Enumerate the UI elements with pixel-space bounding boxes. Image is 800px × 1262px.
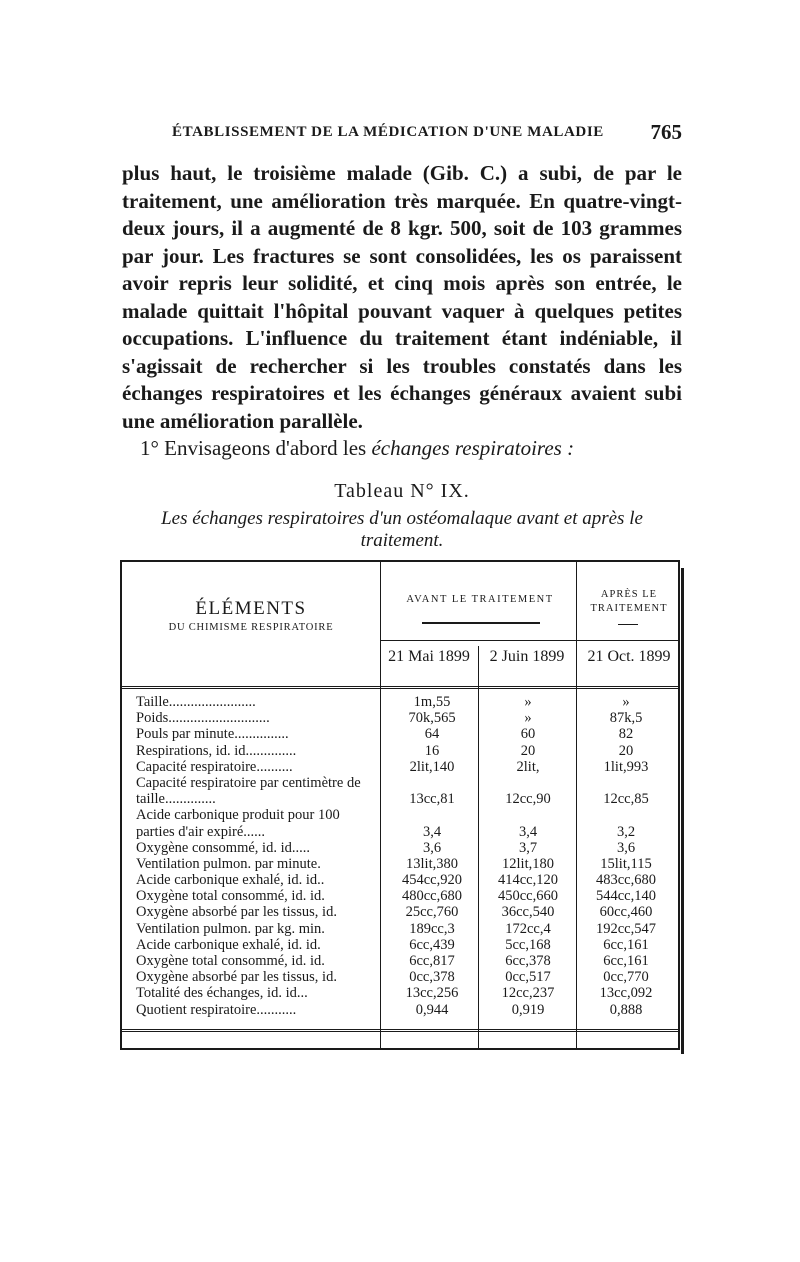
row-label: Capacité respiratoire par centimètre de taille..............: [136, 774, 361, 808]
value-21-mai: 0cc,378: [409, 969, 455, 986]
value-21-mai: 13cc,256: [405, 985, 459, 1002]
value-21-oct: 82: [618, 726, 634, 743]
row-label: Poids............................: [136, 710, 270, 727]
data-table: [120, 560, 680, 1050]
table-row: [122, 743, 678, 759]
value-21-oct: 60cc,460: [599, 904, 653, 921]
header-date-3: 21 Oct. 1899: [587, 648, 671, 665]
value-21-oct: 20: [618, 742, 634, 759]
value-21-mai: 70k,565: [408, 710, 456, 727]
value-21-mai: 6cc,439: [409, 936, 455, 953]
row-label: Ventilation pulmon. par kg. min.: [136, 920, 325, 937]
table-row: [122, 953, 678, 969]
table-row: [122, 1002, 678, 1018]
row-label: Oxygène absorbé par les tissus, id.: [136, 904, 337, 921]
value-2-juin: 0cc,517: [505, 969, 551, 986]
row-label: Taille........................: [136, 694, 256, 710]
value-2-juin: 3,4: [518, 823, 538, 840]
value-21-mai: 454cc,920: [402, 872, 462, 889]
value-21-mai: 6cc,817: [409, 953, 455, 970]
table-row: [122, 921, 678, 937]
table-heading: Tableau N° IX.: [334, 480, 470, 502]
page-number: 765: [650, 120, 682, 144]
value-21-oct: 3,2: [616, 823, 636, 840]
row-label: Oxygène consommé, id. id.....: [136, 839, 310, 856]
value-2-juin: 12lit,180: [502, 855, 554, 872]
row-label: Oxygène absorbé par les tissus, id.: [136, 969, 337, 986]
value-2-juin: 5cc,168: [505, 936, 551, 953]
row-label: Acide carbonique produit pour 100 parties d'air expiré......: [136, 807, 340, 840]
table-header: [122, 562, 678, 689]
header-before-treatment: AVANT LE TRAITEMENT: [406, 594, 554, 605]
header-elements-subtitle: DU CHIMISME RESPIRATOIRE: [168, 622, 334, 633]
value-21-oct: 3,6: [616, 839, 636, 856]
value-21-mai: 3,4: [422, 823, 442, 840]
body-text: [122, 160, 682, 463]
running-title: ÉTABLISSEMENT DE LA MÉDICATION D'UNE MALADIE: [172, 124, 604, 140]
row-label: Totalité des échanges, id. id...: [136, 985, 308, 1002]
value-21-oct: 12cc,85: [603, 791, 649, 808]
lead-sentence: [122, 435, 682, 463]
value-21-mai: 0,944: [415, 1001, 449, 1018]
table-caption: Les échanges respiratoires d'un ostéomalaque avant et après le traitement.: [161, 508, 643, 551]
value-21-oct: 483cc,680: [596, 872, 656, 889]
value-2-juin: 60: [520, 726, 536, 743]
value-21-mai: 189cc,3: [409, 920, 455, 937]
value-21-oct: 544cc,140: [596, 888, 656, 905]
header-brace-rule: [422, 622, 540, 624]
row-label: Acide carbonique exhalé, id. id.: [136, 936, 321, 953]
value-2-juin: 12cc,237: [501, 985, 555, 1002]
value-2-juin: 3,7: [518, 839, 538, 856]
value-21-mai: 480cc,680: [402, 888, 462, 905]
value-21-oct: 6cc,161: [603, 936, 649, 953]
table-row: [122, 969, 678, 985]
value-21-oct: 1lit,993: [603, 758, 649, 775]
lead-italic: échanges respiratoires :: [371, 436, 575, 460]
row-label: Acide carbonique exhalé, id. id..: [136, 872, 325, 889]
table-row: [122, 888, 678, 904]
table-row: [122, 985, 678, 1001]
row-label: Quotient respiratoire...........: [136, 1001, 297, 1018]
lead-prefix: 1° Envisageons d'abord les: [140, 436, 367, 460]
value-21-oct: 13cc,092: [599, 985, 653, 1002]
table-row: [122, 710, 678, 726]
value-21-mai: 1m,55: [413, 694, 451, 710]
table-row: [122, 726, 678, 742]
body-paragraph: plus haut, le troisième malade (Gib. C.) a subi, de par le traitement, une amélioration très marquée. En quatre-vingt-deux jours, il a augmenté de 8 kgr. 500, soit de 103 grammes par jour. Les fractures se sont consolidées, les os paraissent avoir repris leur solidité, et cinq mois après son entrée, le malade quittait l'hôpital pouvant vaquer à quelques petites occupations. L'influence du traitement étant indéniable, il s'agissait de rechercher si les troubles constatés dans les échanges respiratoires et les échanges généraux avaient subi une amélioration parallèle.: [122, 161, 682, 433]
value-2-juin: 172cc,4: [505, 920, 551, 937]
row-label: Ventilation pulmon. par minute.: [136, 855, 321, 872]
value-21-mai: 64: [424, 726, 440, 743]
value-2-juin: 2lit,: [516, 758, 540, 775]
header-elements-title: ÉLÉMENTS: [195, 598, 307, 619]
value-21-oct: 0cc,770: [603, 969, 649, 986]
value-21-oct: »: [622, 694, 630, 710]
table-row: [122, 759, 678, 775]
value-21-mai: 13cc,81: [409, 791, 455, 808]
running-head: [122, 120, 682, 146]
value-21-oct: 87k,5: [609, 710, 643, 727]
value-2-juin: 6cc,378: [505, 953, 551, 970]
header-after-treatment: APRÈS LE TRAITEMENT: [590, 589, 668, 614]
value-2-juin: 450cc,660: [498, 888, 558, 905]
header-elements: [122, 598, 380, 633]
header-date-2: 2 Juin 1899: [489, 648, 565, 665]
value-2-juin: »: [524, 710, 532, 727]
table-foot-rule: [122, 1029, 678, 1032]
value-21-mai: 2lit,140: [409, 758, 455, 775]
row-label: Oxygène total consommé, id. id.: [136, 953, 325, 970]
value-21-oct: 192cc,547: [596, 920, 656, 937]
date-rule: [380, 640, 678, 641]
value-21-mai: 25cc,760: [405, 904, 459, 921]
value-21-mai: 3,6: [422, 839, 442, 856]
value-21-oct: 6cc,161: [603, 953, 649, 970]
table-row: [122, 904, 678, 920]
row-label: Capacité respiratoire..........: [136, 758, 293, 775]
value-2-juin: »: [524, 694, 532, 710]
value-21-oct: 15lit,115: [600, 855, 652, 872]
value-2-juin: 0,919: [511, 1001, 545, 1018]
row-label: Oxygène total consommé, id. id.: [136, 888, 325, 905]
table-row: [122, 840, 678, 856]
row-label: Respirations, id. id..............: [136, 742, 297, 759]
table-row: [122, 872, 678, 888]
table-row: [122, 856, 678, 872]
table-body: [122, 694, 678, 1018]
value-2-juin: 12cc,90: [505, 791, 551, 808]
header-date-1: 21 Mai 1899: [388, 648, 470, 665]
value-2-juin: 414cc,120: [498, 872, 558, 889]
table-row: [122, 694, 678, 710]
value-21-oct: 0,888: [609, 1001, 643, 1018]
row-label: Pouls par minute...............: [136, 726, 289, 743]
value-2-juin: 36cc,540: [501, 904, 555, 921]
table-row: [122, 937, 678, 953]
header-dash-rule: [618, 624, 638, 625]
table-row: [122, 775, 678, 807]
value-21-mai: 13lit,380: [406, 855, 458, 872]
table-row: [122, 807, 678, 839]
value-21-mai: 16: [424, 742, 440, 759]
value-2-juin: 20: [520, 742, 536, 759]
